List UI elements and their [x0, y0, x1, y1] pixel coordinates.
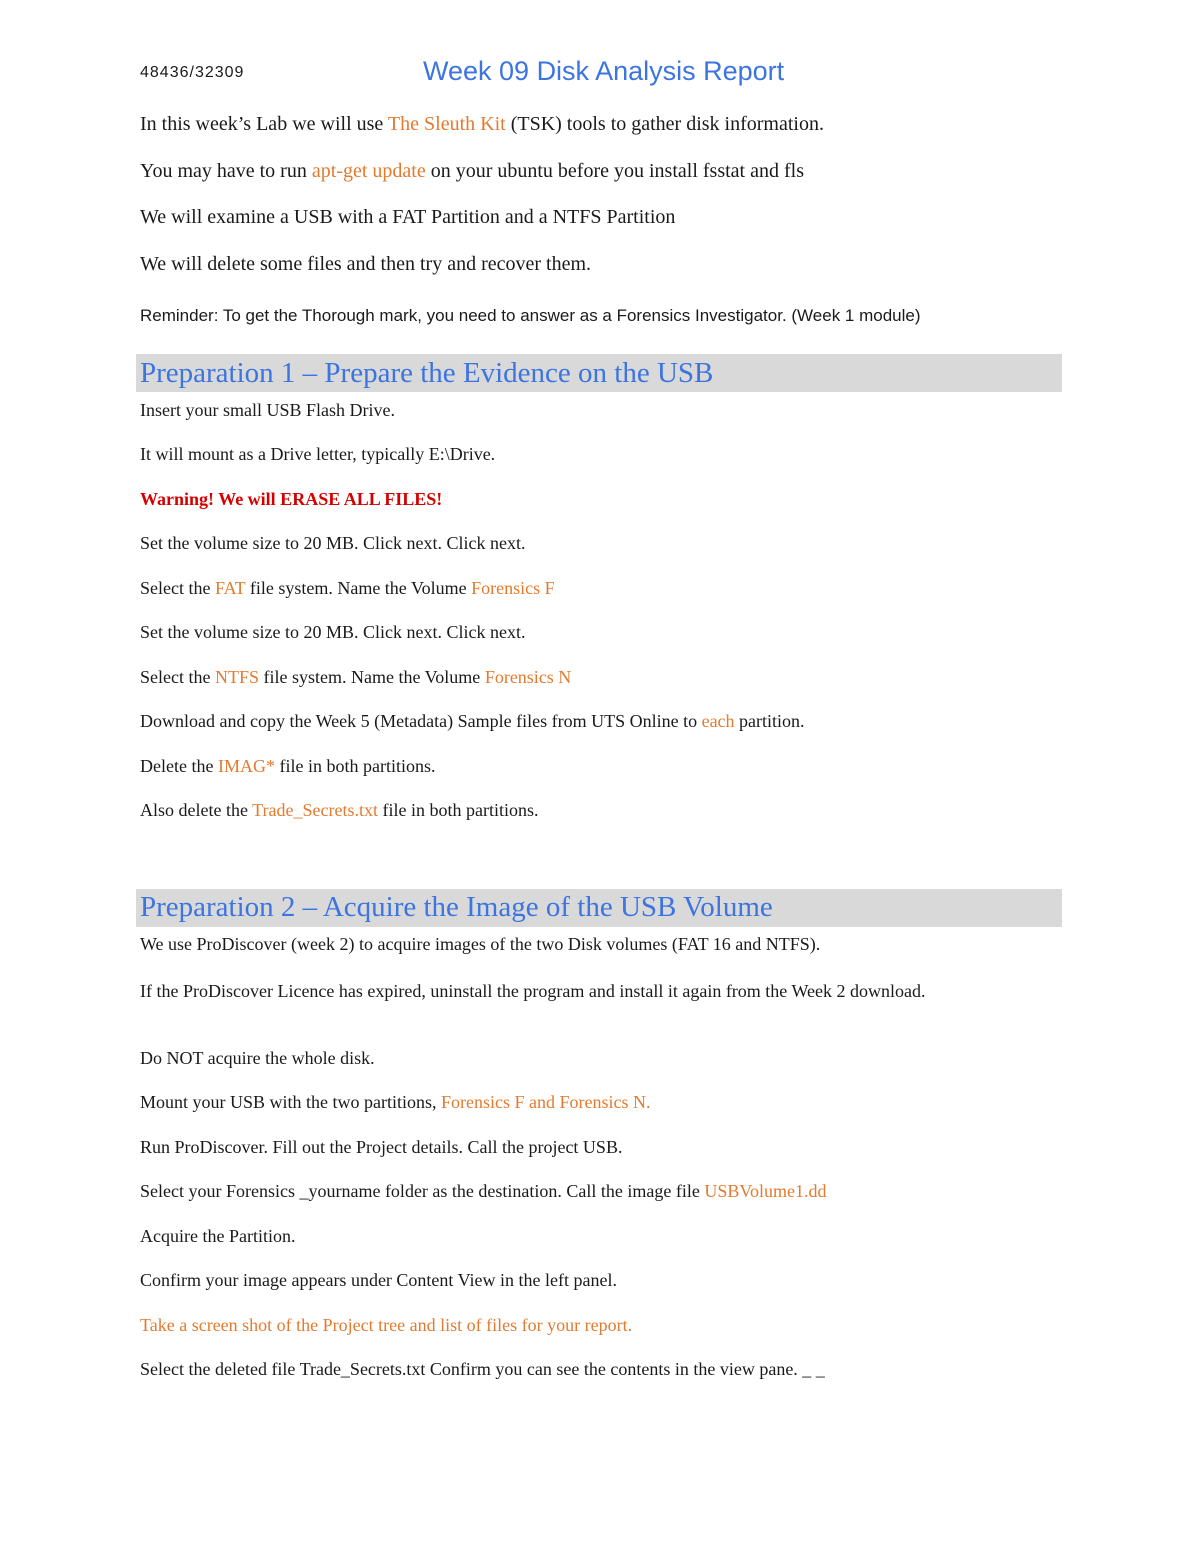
- select-ntfs-text: Select the NTFS file system. Name the Volume Forensics N: [140, 667, 572, 687]
- page-title: Week 09 Disk Analysis Report: [423, 56, 785, 86]
- delete-imag-text: Delete the IMAG* file in both partitions.: [140, 756, 436, 776]
- warning-text: Warning! We will ERASE ALL FILES!: [140, 489, 443, 509]
- mount-partitions-text: Mount your USB with the two partitions, Forensics F and Forensics N.: [140, 1092, 651, 1112]
- acquire-partition-text: Acquire the Partition.: [140, 1226, 296, 1246]
- reminder-text: Reminder: To get the Thorough mark, you need to answer as a Forensics Investigator. (Week 1 module): [140, 306, 921, 325]
- select-fat-text: Select the FAT file system. Name the Volume Forensics F: [140, 578, 555, 598]
- section-1-heading: Preparation 1 – Prepare the Evidence on the USB: [140, 357, 714, 389]
- course-code: 48436/32309: [140, 64, 245, 81]
- volume-size-text-2: Set the volume size to 20 MB. Click next. Click next.: [140, 622, 526, 642]
- intro-line-3: We will examine a USB with a FAT Partition and a NTFS Partition: [140, 206, 676, 228]
- insert-usb-text: Insert your small USB Flash Drive.: [140, 400, 395, 420]
- screenshot-instruction-text: Take a screen shot of the Project tree and list of files for your report.: [140, 1315, 633, 1335]
- do-not-acquire-text: Do NOT acquire the whole disk.: [140, 1048, 375, 1068]
- delete-trade-secrets-text: Also delete the Trade_Secrets.txt file in both partitions.: [140, 800, 539, 820]
- section-2-heading: Preparation 2 – Acquire the Image of the USB Volume: [140, 891, 773, 923]
- intro-line-2: You may have to run apt-get update on your ubuntu before you install fsstat and fls: [140, 160, 804, 182]
- mount-drive-text: It will mount as a Drive letter, typically E:\Drive.: [140, 444, 496, 464]
- intro-line-1: In this week’s Lab we will use The Sleuth Kit (TSK) tools to gather disk information.: [140, 113, 824, 135]
- volume-size-text-1: Set the volume size to 20 MB. Click next. Click next.: [140, 533, 526, 553]
- download-text: Download and copy the Week 5 (Metadata) Sample files from UTS Online to each partition.: [140, 711, 805, 731]
- deleted-file-text: Select the deleted file Trade_Secrets.txt Confirm you can see the contents in the view pane. _ _: [140, 1359, 825, 1379]
- licence-text: If the ProDiscover Licence has expired, uninstall the program and install it again from the Week 2 download.: [140, 981, 926, 1001]
- run-prodiscover-text: Run ProDiscover. Fill out the Project details. Call the project USB.: [140, 1137, 623, 1157]
- confirm-image-text: Confirm your image appears under Content View in the left panel.: [140, 1270, 617, 1290]
- select-folder-text: Select your Forensics _yourname folder as the destination. Call the image file USBVolume1.dd: [140, 1181, 827, 1201]
- intro-line-4: We will delete some files and then try and recover them.: [140, 253, 592, 275]
- prodiscover-use-text: We use ProDiscover (week 2) to acquire images of the two Disk volumes (FAT 16 and NTFS).: [140, 934, 821, 954]
- apt-get-highlight: apt-get update: [311, 160, 426, 182]
- sleuth-kit-highlight: The Sleuth Kit: [387, 113, 506, 135]
